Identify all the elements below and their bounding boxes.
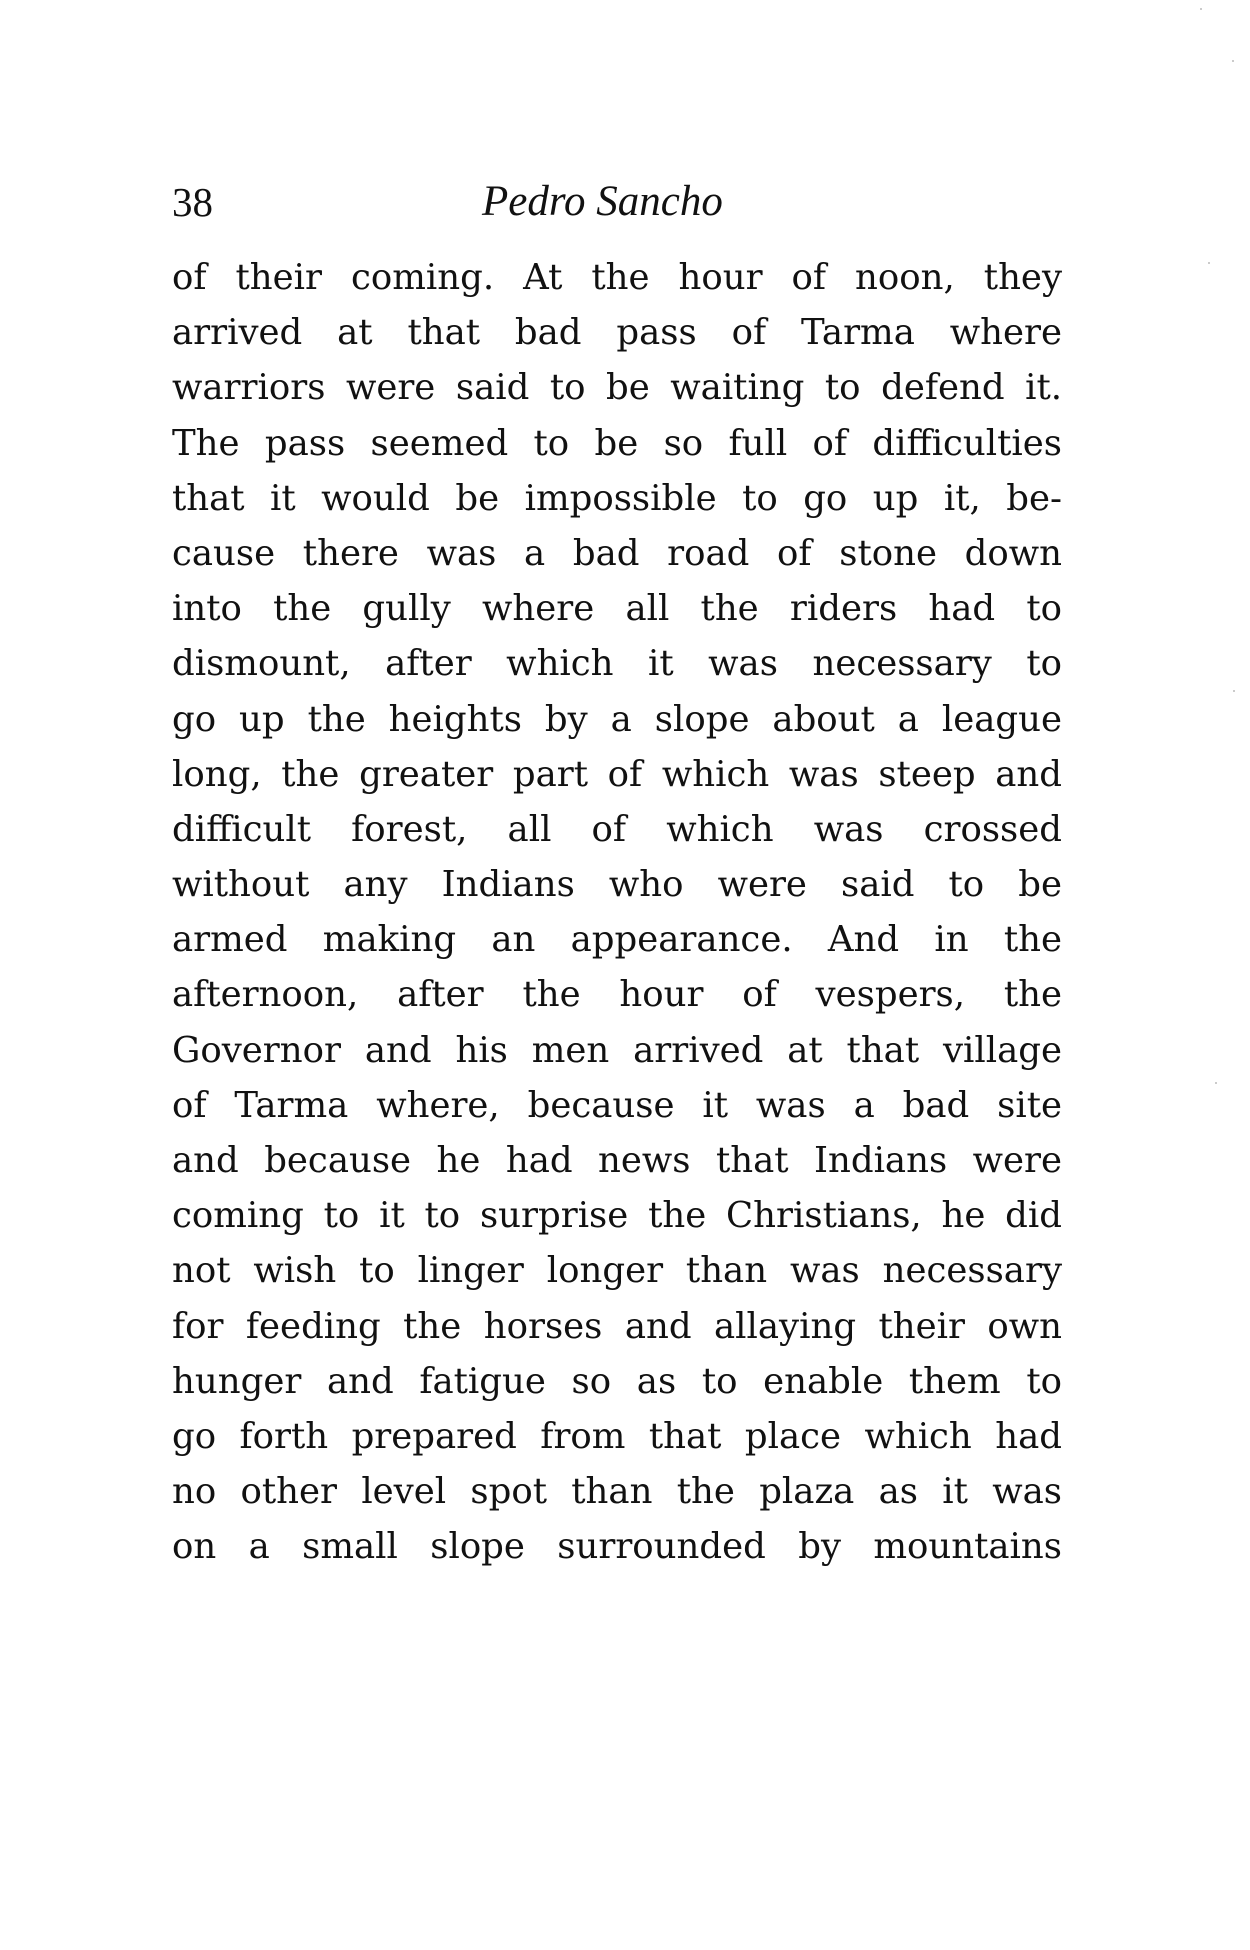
scan-speck [1232, 60, 1234, 62]
text-line: and because he had news that Indians were [172, 1140, 1062, 1181]
text-line: long, the greater part of which was steep and [172, 753, 1062, 795]
text-line: difficult forest, all of which was crossed [172, 808, 1062, 850]
text-line: coming to it to surprise the Christians, he did [172, 1195, 1062, 1237]
body-text [172, 250, 1062, 1575]
text-line: cause there was a bad road of stone down [172, 532, 1062, 574]
text-line: The pass seemed to be so full of difficulties [172, 422, 1062, 464]
text-line: armed making an appearance. And in the [172, 919, 1062, 961]
text-line: hunger and fatigue so as to enable them to [172, 1360, 1062, 1402]
scan-speck [1208, 262, 1210, 264]
text-line: on a small slope surrounded by mountains [172, 1526, 1062, 1568]
text-line: that it would be impossible to go up it, be- [172, 477, 1062, 519]
text-line: without any Indians who were said to be [172, 864, 1062, 906]
running-title: Pedro Sancho [482, 178, 723, 225]
text-line: Governor and his men arrived at that village [172, 1029, 1062, 1071]
scan-speck [1200, 8, 1202, 10]
text-line: afternoon, after the hour of vespers, the [172, 974, 1062, 1016]
text-line: not wish to linger longer than was necessary [172, 1250, 1062, 1292]
text-line: of their coming. At the hour of noon, they [172, 257, 1062, 298]
text-line: go up the heights by a slope about a league [172, 698, 1062, 740]
text-line: dismount, after which it was necessary to [172, 643, 1062, 685]
scan-speck [1233, 690, 1235, 692]
page-header [172, 172, 1062, 232]
text-line: of Tarma where, because it was a bad site [172, 1084, 1062, 1126]
text-line: no other level spot than the plaza as it was [172, 1471, 1062, 1513]
page-number: 38 [172, 179, 213, 225]
text-line: go forth prepared from that place which had [172, 1415, 1062, 1457]
text-line: warriors were said to be waiting to defend it. [172, 367, 1062, 409]
text-line: arrived at that bad pass of Tarma where [172, 312, 1062, 354]
scan-speck [1215, 1082, 1217, 1084]
text-line: for feeding the horses and allaying their own [172, 1305, 1062, 1347]
text-line: into the gully where all the riders had to [172, 588, 1062, 630]
